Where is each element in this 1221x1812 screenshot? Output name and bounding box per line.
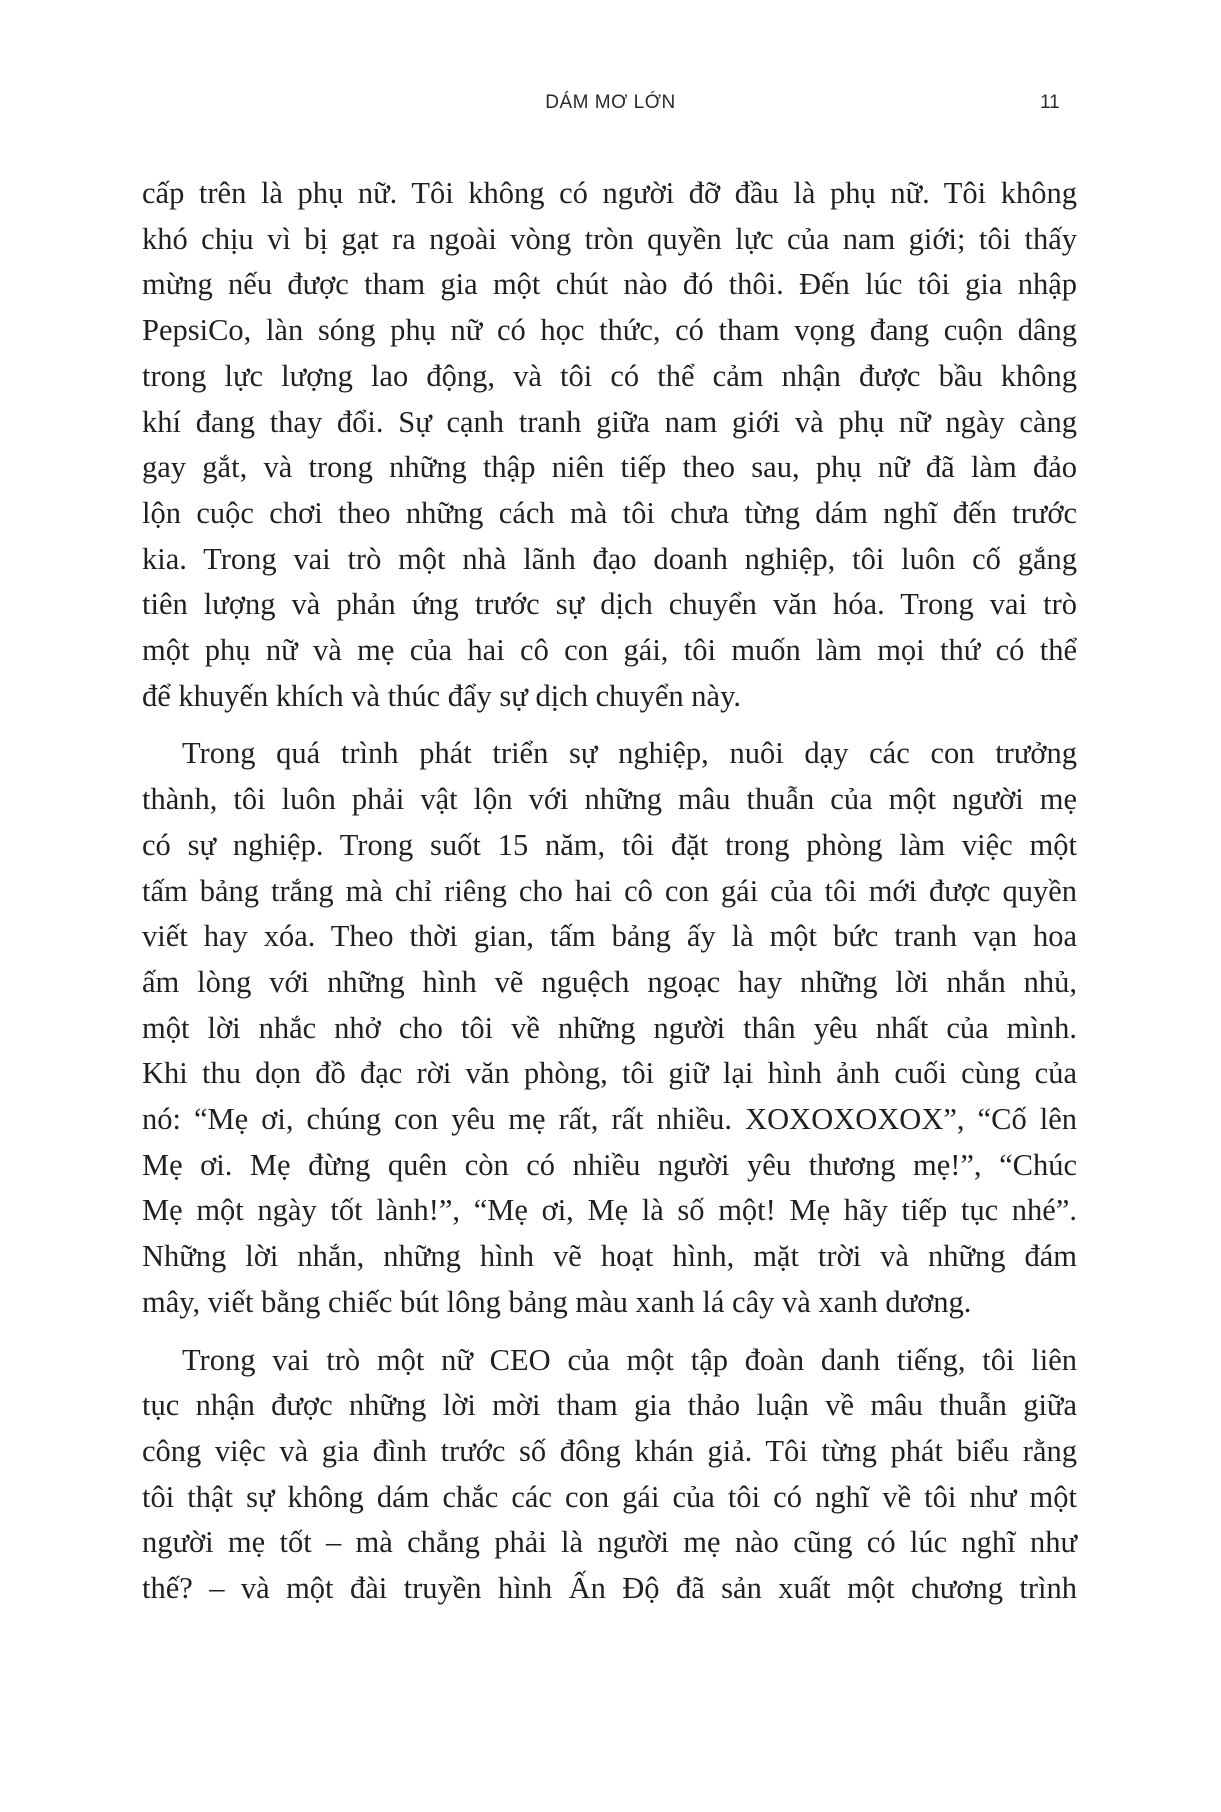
text-line: tục nhận được những lời mời tham gia thảo luận về mâu thuẫn giữa (142, 1388, 1077, 1423)
text-line: tấm bảng trắng mà chỉ riêng cho hai cô con gái của tôi mới được quyền (142, 873, 1077, 908)
text-line: để khuyến khích và thúc đẩy sự dịch chuyển này. (142, 678, 741, 713)
text-line: Những lời nhắn, những hình vẽ hoạt hình, mặt trời và những đám (142, 1239, 1077, 1274)
text-line: một lời nhắc nhở cho tôi về những người thân yêu nhất của mình. (142, 1010, 1077, 1045)
page-header (0, 92, 1221, 122)
text-line: Trong quá trình phát triển sự nghiệp, nuôi dạy các con trưởng (182, 736, 1077, 771)
text-line: mây, viết bằng chiếc bút lông bảng màu xanh lá cây và xanh dương. (142, 1284, 972, 1319)
body-text (142, 171, 1077, 1624)
paragraph (142, 1338, 1077, 1612)
text-line: có sự nghiệp. Trong suốt 15 năm, tôi đặt trong phòng làm việc một (142, 827, 1077, 862)
text-line: khó chịu vì bị gạt ra ngoài vòng tròn quyền lực của nam giới; tôi thấy (142, 221, 1077, 256)
text-line: Mẹ một ngày tốt lành!”, “Mẹ ơi, Mẹ là số một! Mẹ hãy tiếp tục nhé”. (142, 1193, 1077, 1228)
text-line: tiên lượng và phản ứng trước sự dịch chuyển văn hóa. Trong vai trò (142, 587, 1077, 622)
text-line: gay gắt, và trong những thập niên tiếp theo sau, phụ nữ đã làm đảo (142, 450, 1077, 485)
text-line: kia. Trong vai trò một nhà lãnh đạo doanh nghiệp, tôi luôn cố gắng (142, 541, 1077, 576)
text-line: trong lực lượng lao động, và tôi có thể cảm nhận được bầu không (142, 358, 1077, 393)
text-line: Mẹ ơi. Mẹ đừng quên còn có nhiều người yêu thương mẹ!”, “Chúc (142, 1147, 1077, 1182)
text-line: một phụ nữ và mẹ của hai cô con gái, tôi muốn làm mọi thứ có thể (142, 633, 1077, 668)
text-line: Trong vai trò một nữ CEO của một tập đoàn danh tiếng, tôi liên (182, 1342, 1077, 1377)
text-line: thế? – và một đài truyền hình Ấn Độ đã sản xuất một chương trình (142, 1571, 1077, 1606)
text-line: khí đang thay đổi. Sự cạnh tranh giữa nam giới và phụ nữ ngày càng (142, 404, 1077, 439)
text-line: tôi thật sự không dám chắc các con gái của tôi có nghĩ về tôi như một (142, 1479, 1077, 1514)
text-line: cấp trên là phụ nữ. Tôi không có người đỡ đầu là phụ nữ. Tôi không (142, 176, 1077, 210)
text-line: PepsiCo, làn sóng phụ nữ có học thức, có tham vọng đang cuộn dâng (142, 313, 1077, 348)
paragraph (142, 171, 1077, 719)
text-line: thành, tôi luôn phải vật lộn với những mâu thuẫn của một người mẹ (142, 782, 1077, 817)
text-line: Khi thu dọn đồ đạc rời văn phòng, tôi giữ lại hình ảnh cuối cùng của (142, 1056, 1077, 1091)
text-line: ấm lòng với những hình vẽ nguệch ngoạc hay những lời nhắn nhủ, (142, 964, 1077, 999)
text-line: công việc và gia đình trước số đông khán giả. Tôi từng phát biểu rằng (142, 1433, 1077, 1468)
text-line: nó: “Mẹ ơi, chúng con yêu mẹ rất, rất nhiều. XOXOXOXOX”, “Cố lên (142, 1102, 1077, 1137)
text-line: viết hay xóa. Theo thời gian, tấm bảng ấy là một bức tranh vạn hoa (142, 919, 1077, 954)
paragraph (142, 731, 1077, 1325)
text-line: mừng nếu được tham gia một chút nào đó thôi. Đến lúc tôi gia nhập (142, 267, 1077, 302)
text-line: người mẹ tốt – mà chẳng phải là người mẹ nào cũng có lúc nghĩ như (142, 1525, 1077, 1560)
text-line: lộn cuộc chơi theo những cách mà tôi chưa từng dám nghĩ đến trước (142, 495, 1077, 530)
page-number: 11 (1040, 92, 1060, 113)
running-title: DÁM MƠ LỚN (545, 92, 676, 113)
